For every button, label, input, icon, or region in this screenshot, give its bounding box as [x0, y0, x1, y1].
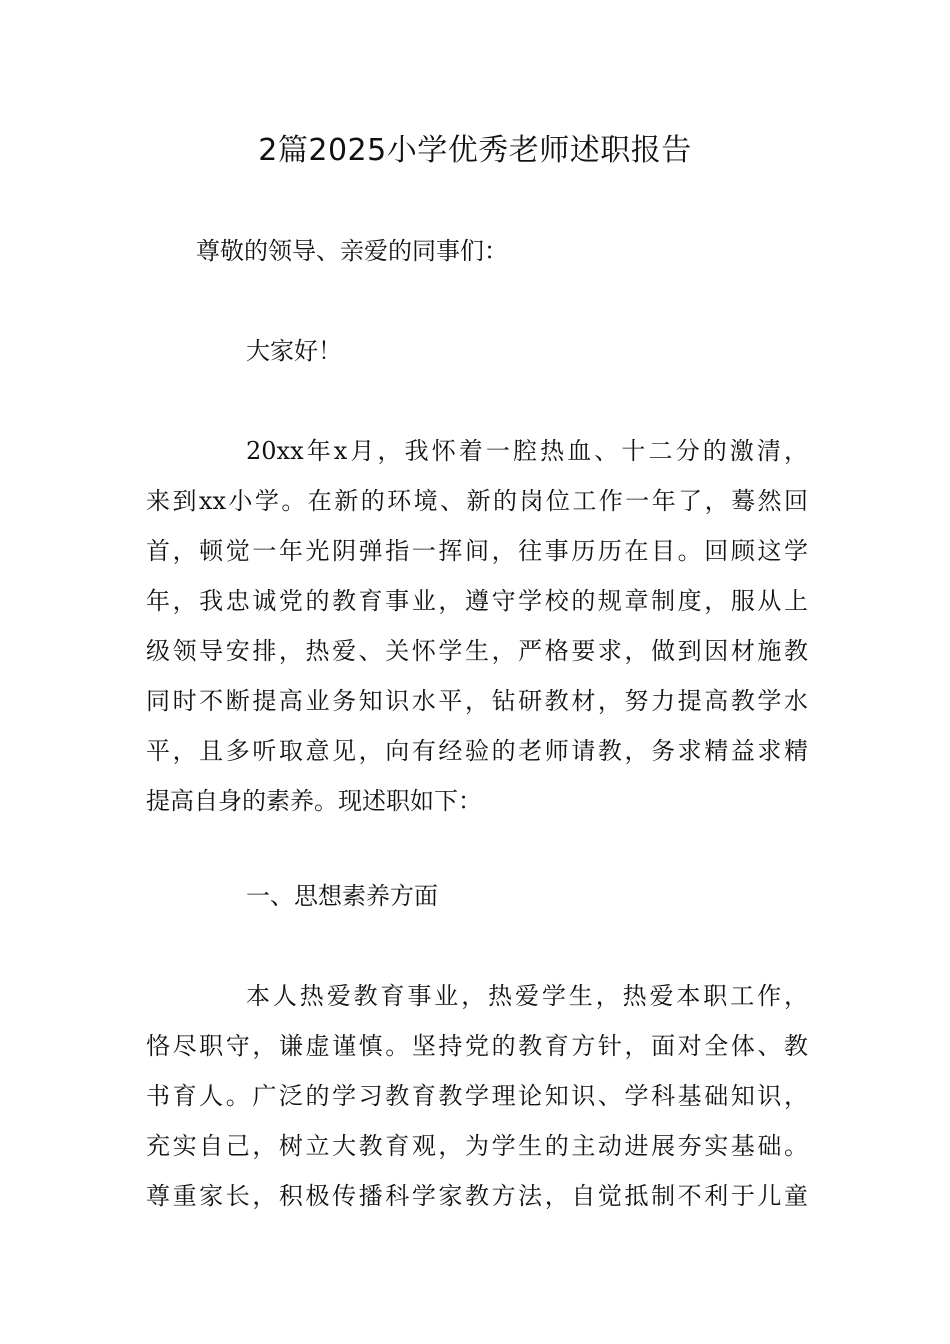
paragraph1-line-7: 平，且多听取意见，向有经验的老师请教，务求精益求精: [146, 737, 808, 765]
paragraph1-line-2: 来到xx小学。在新的环境、新的岗位工作一年了，蓦然回: [146, 487, 808, 515]
paragraph1-line-3: 首，顿觉一年光阴弹指一挥间，往事历历在目。回顾这学: [146, 537, 808, 565]
salutation: 尊敬的领导、亲爱的同事们：: [196, 237, 508, 265]
paragraph1-line-5: 级领导安排，热爱、关怀学生，严格要求，做到因材施教: [146, 637, 808, 665]
section1-heading: 一、思想素养方面: [246, 882, 438, 910]
greeting: 大家好！: [246, 337, 342, 365]
paragraph1-line-6: 同时不断提高业务知识水平，钻研教材，努力提高教学水: [146, 687, 808, 715]
paragraph1-line-1: 20xx年x月，我怀着一腔热血、十二分的激清，: [246, 437, 808, 465]
paragraph2-line-2: 恪尽职守，谦虚谨慎。坚持党的教育方针，面对全体、教: [146, 1032, 808, 1060]
document-title: 2篇2025小学优秀老师述职报告: [258, 133, 692, 168]
paragraph2-line-5: 尊重家长，积极传播科学家教方法，自觉抵制不利于儿童: [146, 1182, 808, 1210]
paragraph2-line-1: 本人热爱教育事业，热爱学生，热爱本职工作，: [246, 982, 808, 1010]
paragraph2-line-4: 充实自己，树立大教育观，为学生的主动进展夯实基础。: [146, 1132, 808, 1160]
paragraph1-line-4: 年，我忠诚党的教育事业，遵守学校的规章制度，服从上: [146, 587, 808, 615]
paragraph1-line-8: 提高自身的素养。现述职如下：: [146, 787, 482, 815]
paragraph2-line-3: 书育人。广泛的学习教育教学理论知识、学科基础知识，: [146, 1082, 808, 1110]
